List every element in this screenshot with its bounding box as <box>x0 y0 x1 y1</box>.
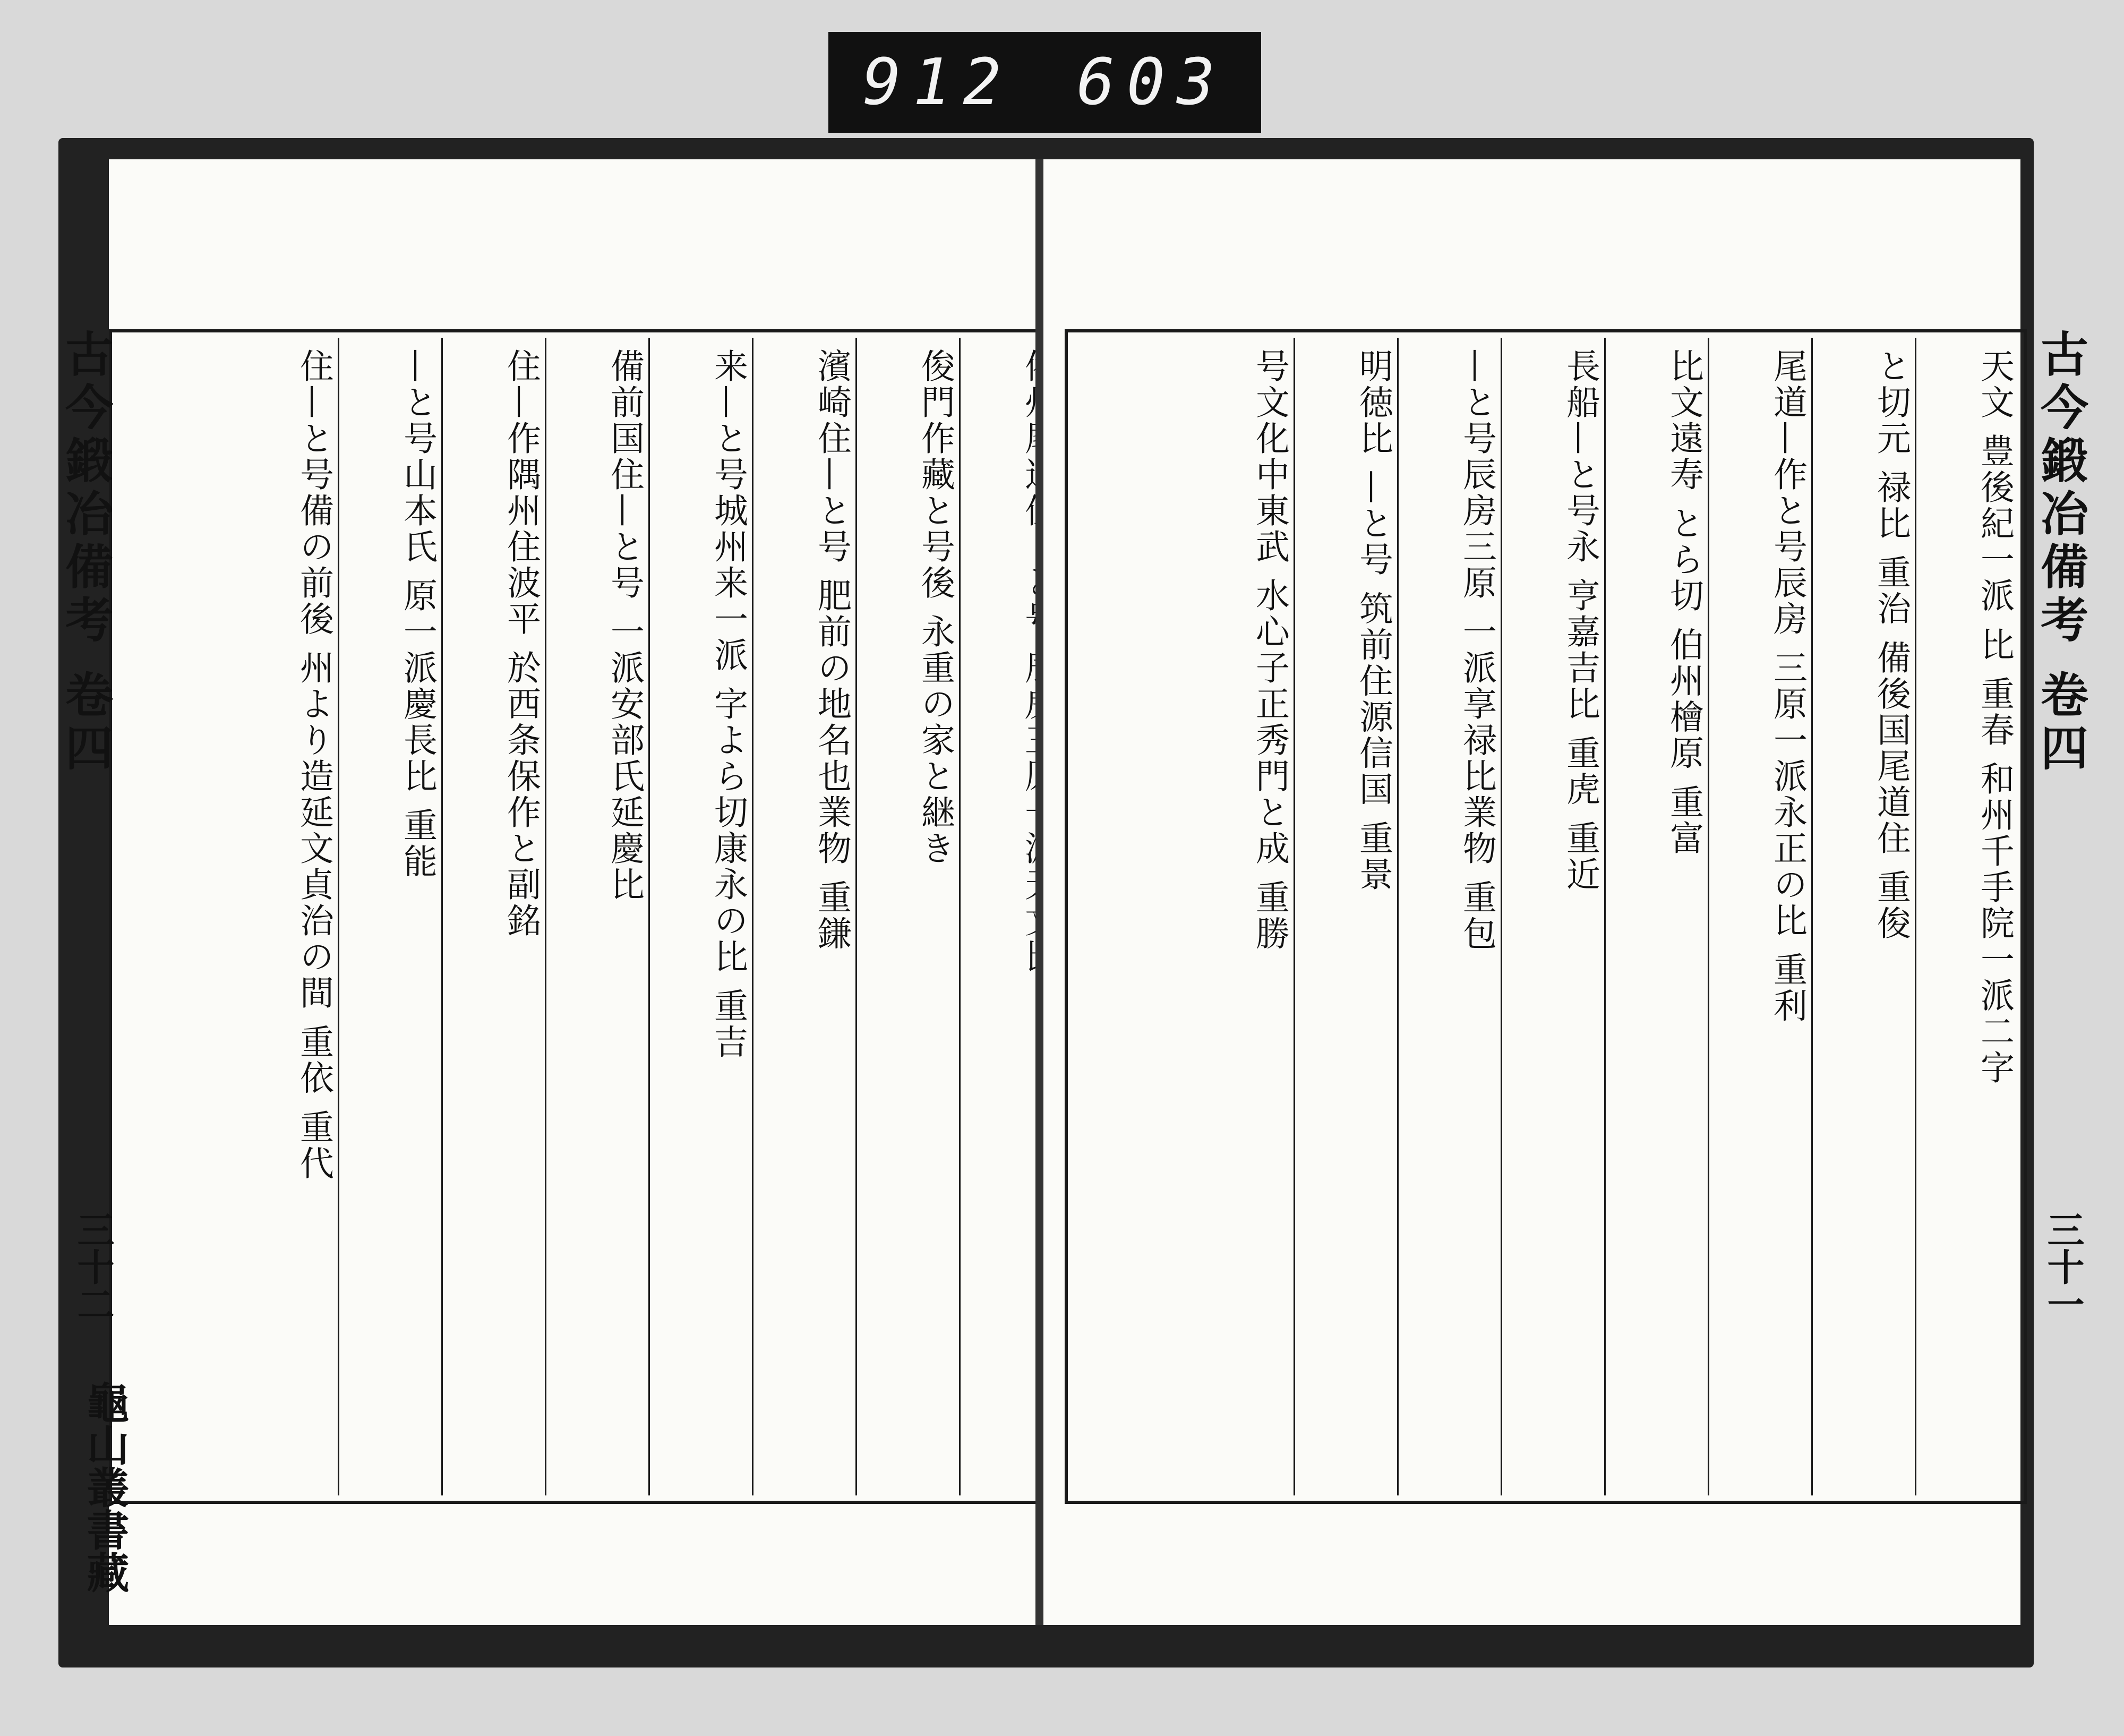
text-column: 住—と号備の前後 州より造延文貞治の間 重依 重代 <box>294 348 333 1182</box>
text-column: —と号山本氏 原一派慶長比 重能 <box>338 338 441 1495</box>
page-number: 三十二 <box>71 1211 115 1322</box>
text-column: 尾道—作と号辰房 三原一派永正の比 重利 <box>1708 338 1811 1495</box>
call-number-part: 912 <box>862 45 1013 119</box>
text-column: 号文化中東武 水心子正秀門と成 重勝 <box>1250 348 1289 952</box>
text-column: —と号辰房三原 一派享禄比業物 重包 <box>1397 338 1501 1495</box>
text-column: と切元 禄比 重治 備後国尾道住 重俊 <box>1811 338 1915 1495</box>
right-page <box>1043 159 2088 1625</box>
text-column: 天文 豊後紀一派 比 重春 和州千手院一派二字 <box>1915 338 2018 1495</box>
text-column: 長船—と号永 亨嘉吉比 重虎 重近 <box>1501 338 1604 1495</box>
page-header: 古今鍛冶備考 卷四 <box>57 329 113 776</box>
page-number: 三十一 <box>2041 1211 2085 1322</box>
call-number-plate <box>828 32 1261 133</box>
left-text-frame <box>109 329 1071 1504</box>
text-column: 明徳比 —と号 筑前住源信国 重景 <box>1294 338 1397 1495</box>
text-column: 俊門作藏と号後 永重の家と継き <box>855 338 959 1495</box>
page-header: 古今鍛冶備考 卷四 <box>2032 329 2088 776</box>
call-number-part: 603 <box>1076 45 1227 119</box>
library-mark: 龜山叢書藏 <box>80 1381 130 1593</box>
text-column: 住—作隅州住波平 於西条保作と副銘 <box>441 338 545 1495</box>
text-column: 比文遠寿 とら切 伯州檜原 重富 <box>1604 338 1708 1495</box>
right-text-frame <box>1065 329 2027 1504</box>
text-column: 備前国住—と号 一派安部氏延慶比 <box>545 338 648 1495</box>
text-column: 来—と号城州来一派 字よら切康永の比 重吉 <box>648 338 752 1495</box>
text-column: 濱崎住—と号 肥前の地名也業物 重鎌 <box>752 338 855 1495</box>
